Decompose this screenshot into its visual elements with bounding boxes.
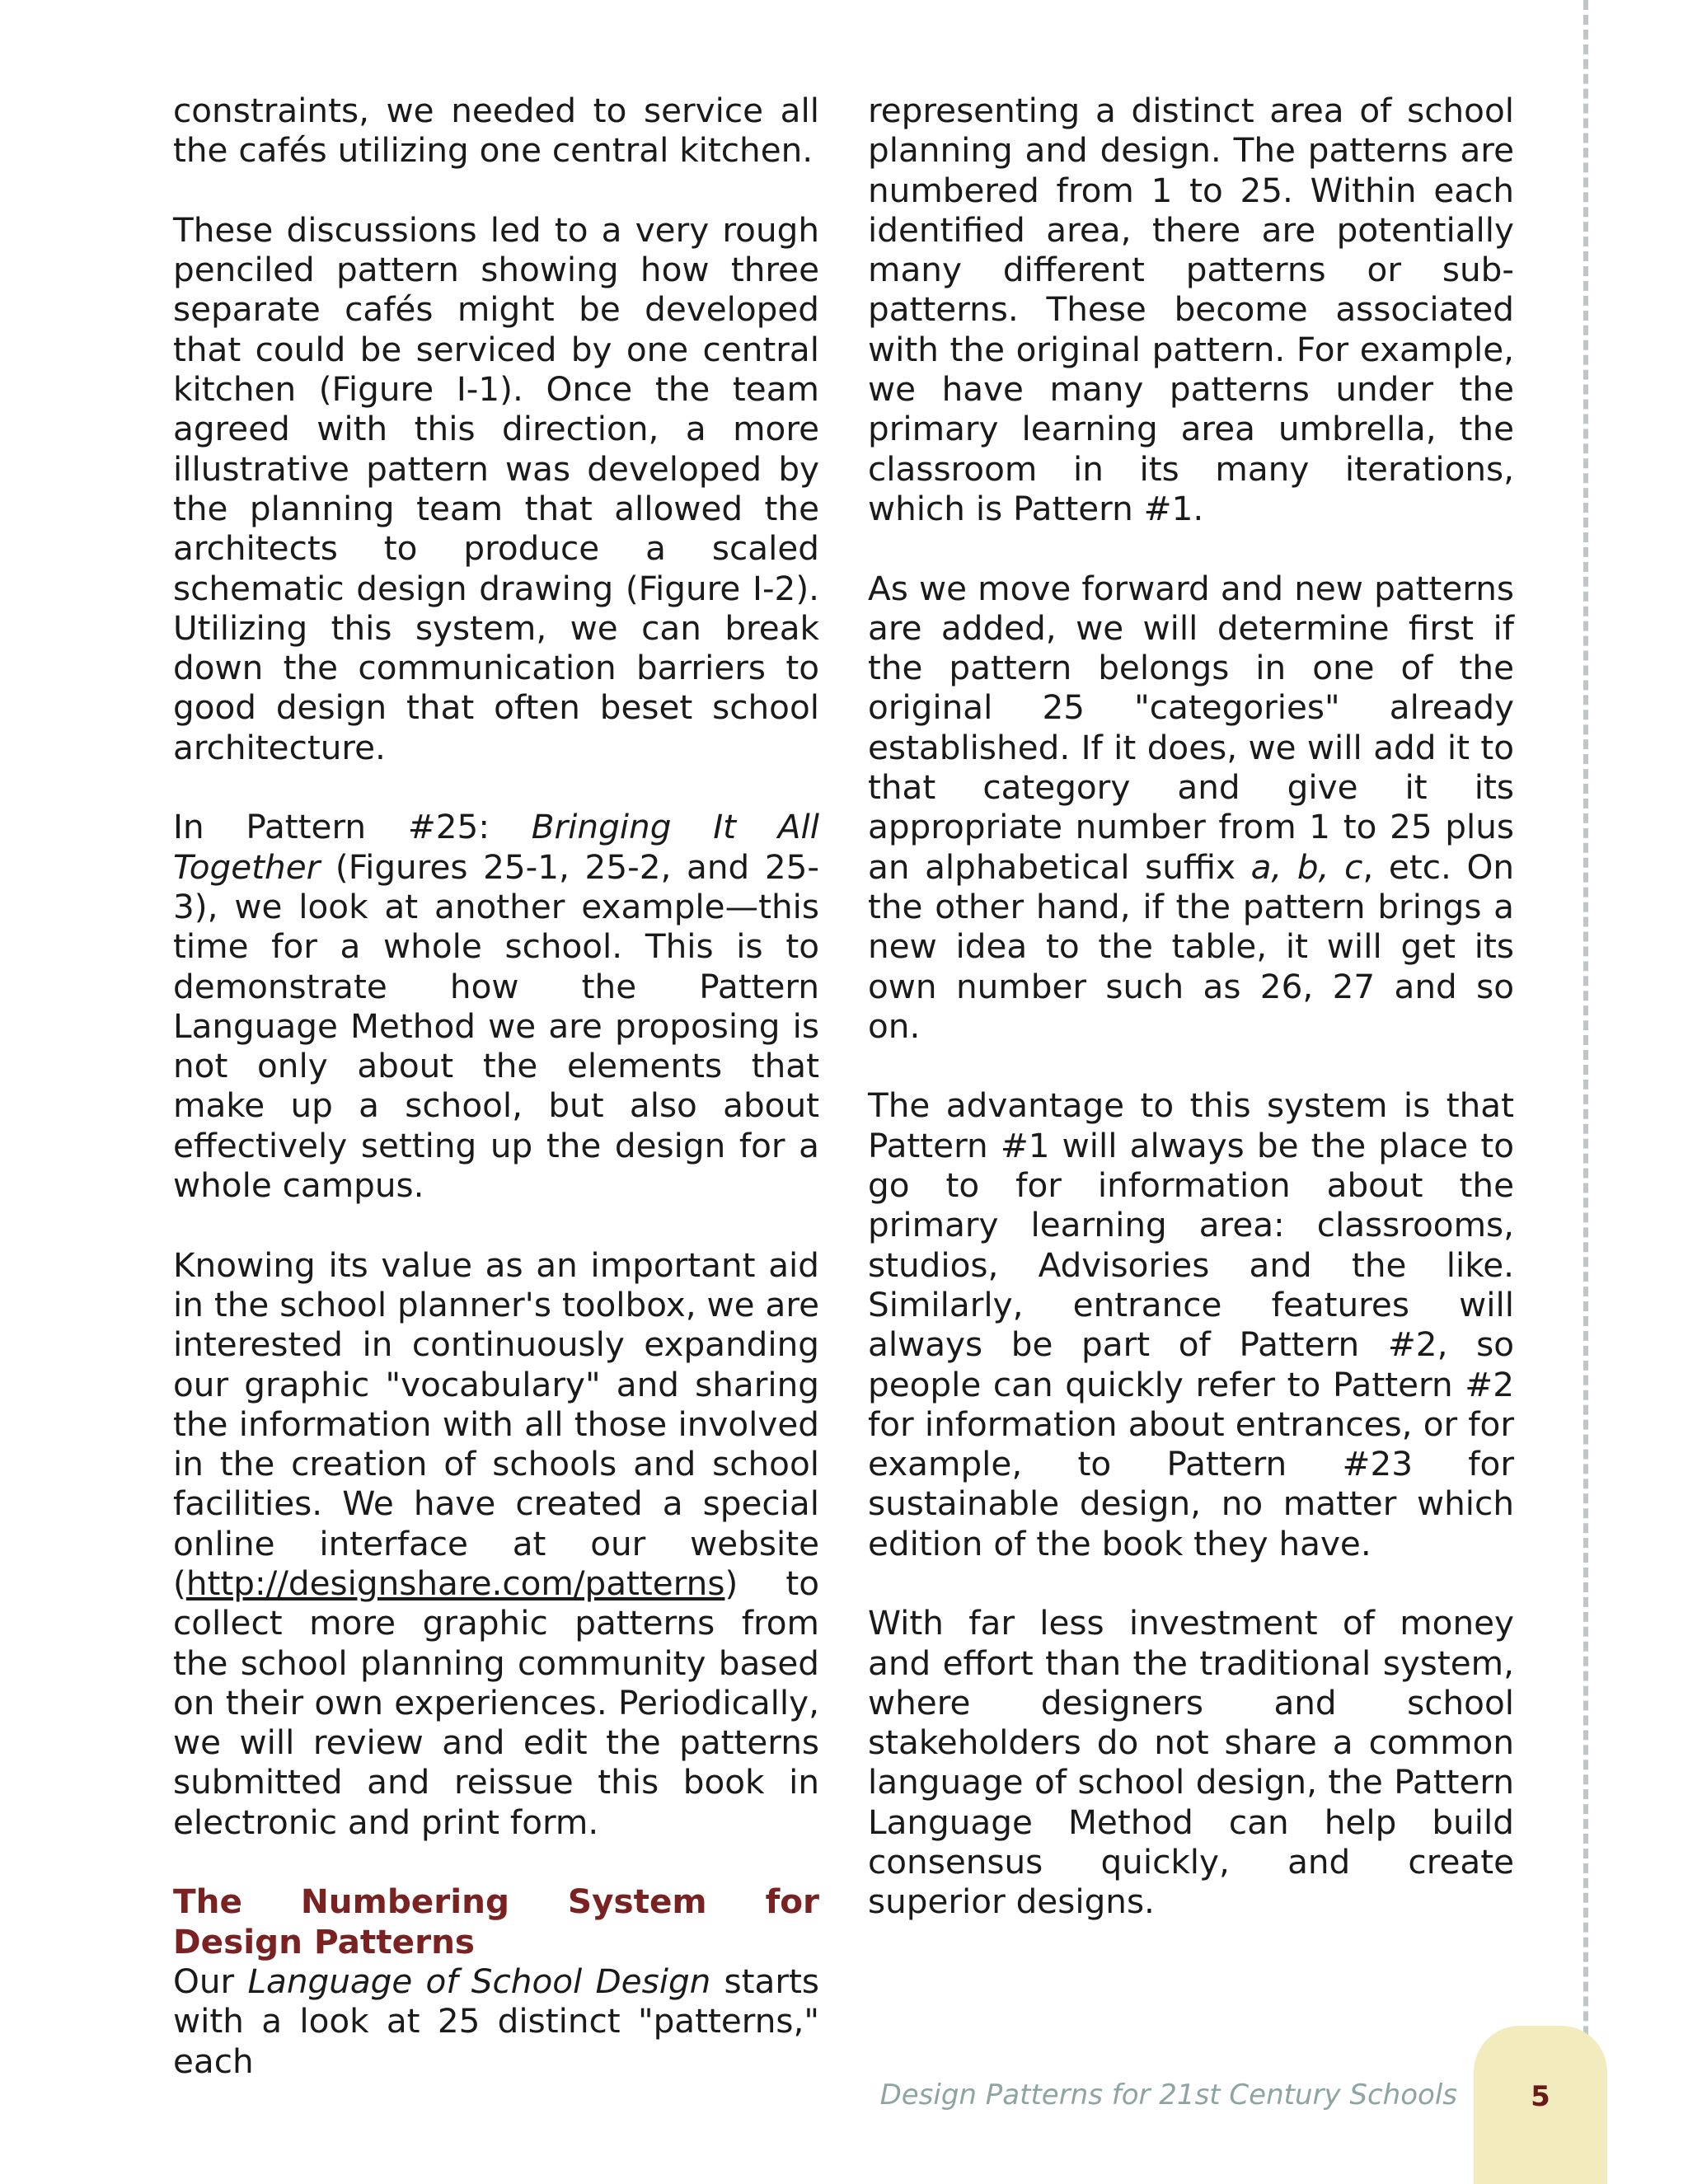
margin-dashed-rule bbox=[1583, 0, 1588, 2110]
paragraph: The advantage to this system is that Pattern #1 will always be the place to go to for information about the primary learning area: classrooms, studios, Advisories and the like. Similarly, entrance features will always be part of Pattern #2, so people can quickly refer to Pattern #2 for information about entrances, or for example, to Pattern #23 for sustainable design, no matter which edition of the book they have. bbox=[868, 1085, 1514, 1563]
suffix-italic: a, b, c bbox=[1250, 846, 1363, 887]
book-title-italic: Language of School Design bbox=[247, 1961, 711, 2001]
paragraph bbox=[173, 1245, 819, 1842]
left-column bbox=[173, 91, 819, 2081]
text-run: ) to collect more graphic patterns from the school planning community based on their own experiences. Periodically, we will review and edit the patterns submitted and reissue this book in electronic and print form. bbox=[173, 1563, 819, 1842]
footer-book-title: Design Patterns for 21st Century Schools bbox=[879, 2079, 1457, 2111]
text-run: , etc. On the other hand, if the pattern brings a new idea to the table, it will get its own number such as 26, 27 and so on. bbox=[868, 846, 1515, 1046]
right-column bbox=[868, 91, 1514, 1961]
paragraph: representing a distinct area of school planning and design. The patterns are numbered from 1 to 25. Within each identified area, there are potentially many different patterns or sub-patterns. These become associated with the original pattern. For example, we have many patterns under the primary learning area umbrella, the classroom in its many iterations, which is Pattern #1. bbox=[868, 91, 1514, 528]
text-run: starts with a look at 25 distinct "patterns," each bbox=[173, 1961, 819, 2081]
text-run: Our bbox=[173, 1961, 248, 2001]
text-run: As we move forward and new patterns are added, we will determine first if the pattern belongs in one of the original 25 "categories" already established. If it does, we will add it to that category and give it its appropriate number from 1 to 25 plus an alphabetical suffix bbox=[868, 568, 1514, 887]
paragraph bbox=[173, 1961, 819, 2081]
pattern-title: Bringing It All Together bbox=[173, 807, 819, 887]
paragraph: constraints, we needed to service all the cafés utilizing one central kitchen. bbox=[173, 91, 819, 171]
text-run: In Pattern #25: bbox=[173, 807, 532, 847]
paragraph bbox=[173, 807, 819, 1205]
page-number-tab bbox=[1474, 2026, 1607, 2184]
page-number: 5 bbox=[1531, 2080, 1550, 2113]
text-run: (Figures 25-1, 25-2, and 25-3), we look at another example—this time for a whole school. This is to demonstrate how the Pattern Language Method we are proposing is not only about the elements that make up a school, but also about effectively setting up the design for a whole campus. bbox=[173, 846, 819, 1206]
paragraph bbox=[868, 569, 1514, 1047]
section-heading: The Numbering System for Design Patterns bbox=[173, 1882, 819, 1961]
text-run: Knowing its value as an important aid in the school planner's toolbox, we are interested in continuously expanding our graphic "vocabulary" and sharing the information with all those involved in the creation of schools and school facilities. We have created a special online interface at our website ( bbox=[173, 1244, 819, 1603]
website-link[interactable]: http://designshare.com/patterns bbox=[185, 1563, 725, 1603]
paragraph: With far less investment of money and effort than the traditional system, where designers and school stakeholders do not share a common language of school design, the Pattern Language Method can help build consensus quickly, and create superior designs. bbox=[868, 1603, 1514, 1922]
paragraph: These discussions led to a very rough penciled pattern showing how three separate cafés might be developed that could be serviced by one central kitchen (Figure I-1). Once the team agreed with this direction, a more illustrative pattern was developed by the planning team that allowed the architects to produce a scaled schematic design drawing (Figure I-2). Utilizing this system, we can break down the communication barriers to good design that often beset school architecture. bbox=[173, 209, 819, 767]
